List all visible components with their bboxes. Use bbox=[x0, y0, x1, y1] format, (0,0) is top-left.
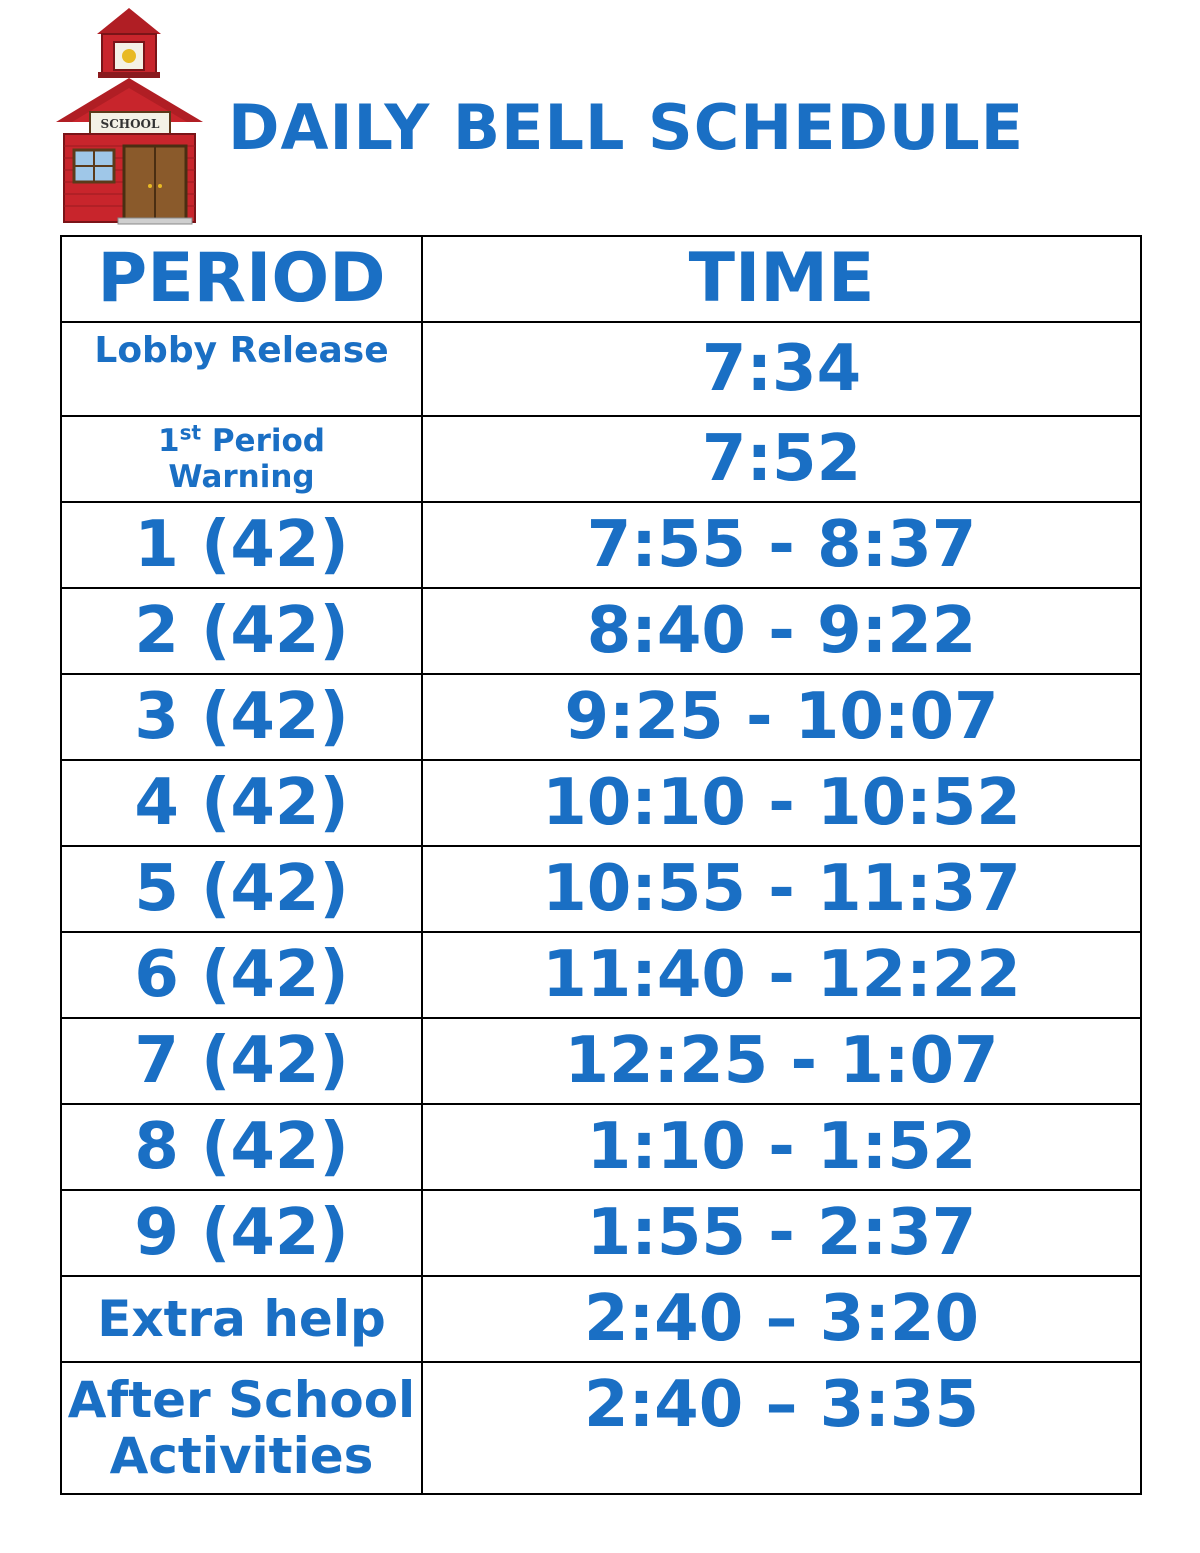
time-cell: 9:25 - 10:07 bbox=[422, 674, 1141, 760]
school-sign-text: SCHOOL bbox=[100, 117, 160, 131]
time-cell: 10:10 - 10:52 bbox=[422, 760, 1141, 846]
period-cell: 7 (42) bbox=[61, 1018, 422, 1104]
table-row bbox=[61, 674, 1141, 760]
period-cell: 6 (42) bbox=[61, 932, 422, 1018]
time-cell: 12:25 - 1:07 bbox=[422, 1018, 1141, 1104]
period-line-2: Warning bbox=[168, 459, 315, 495]
table-header-row bbox=[61, 236, 1141, 322]
period-ordinal: st bbox=[179, 420, 202, 445]
table-row bbox=[61, 846, 1141, 932]
time-cell: 2:40 – 3:35 bbox=[422, 1362, 1141, 1494]
period-number: 1 bbox=[158, 423, 180, 459]
period-cell: 9 (42) bbox=[61, 1190, 422, 1276]
period-cell: 8 (42) bbox=[61, 1104, 422, 1190]
time-cell: 7:52 bbox=[422, 416, 1141, 502]
bell-schedule-table bbox=[60, 235, 1142, 1495]
time-cell: 1:55 - 2:37 bbox=[422, 1190, 1141, 1276]
time-cell: 7:55 - 8:37 bbox=[422, 502, 1141, 588]
period-cell: 5 (42) bbox=[61, 846, 422, 932]
period-cell bbox=[61, 1362, 422, 1494]
table-row bbox=[61, 1104, 1141, 1190]
table-row bbox=[61, 1190, 1141, 1276]
table-row bbox=[61, 1362, 1141, 1494]
table-row bbox=[61, 760, 1141, 846]
table-row bbox=[61, 1276, 1141, 1362]
time-cell: 2:40 – 3:20 bbox=[422, 1276, 1141, 1362]
table-row bbox=[61, 932, 1141, 1018]
period-cell: 2 (42) bbox=[61, 588, 422, 674]
page-title: DAILY BELL SCHEDULE bbox=[228, 91, 1025, 164]
period-word: Period bbox=[201, 423, 325, 459]
period-cell: 3 (42) bbox=[61, 674, 422, 760]
table-row bbox=[61, 416, 1141, 502]
time-cell: 1:10 - 1:52 bbox=[422, 1104, 1141, 1190]
table-row bbox=[61, 502, 1141, 588]
table-row bbox=[61, 588, 1141, 674]
time-header: TIME bbox=[422, 236, 1141, 322]
period-cell bbox=[61, 416, 422, 502]
period-cell: 1 (42) bbox=[61, 502, 422, 588]
time-cell: 7:34 bbox=[422, 322, 1141, 416]
period-line-2: Activities bbox=[109, 1427, 374, 1485]
time-cell: 8:40 - 9:22 bbox=[422, 588, 1141, 674]
period-line-1: After School bbox=[67, 1371, 416, 1429]
table-row bbox=[61, 1018, 1141, 1104]
time-cell: 11:40 - 12:22 bbox=[422, 932, 1141, 1018]
time-cell: 10:55 - 11:37 bbox=[422, 846, 1141, 932]
table-row bbox=[61, 322, 1141, 416]
period-cell: Extra help bbox=[61, 1276, 422, 1362]
period-cell: Lobby Release bbox=[61, 322, 422, 416]
period-cell: 4 (42) bbox=[61, 760, 422, 846]
schoolhouse-icon bbox=[52, 4, 207, 226]
period-header: PERIOD bbox=[61, 236, 422, 322]
